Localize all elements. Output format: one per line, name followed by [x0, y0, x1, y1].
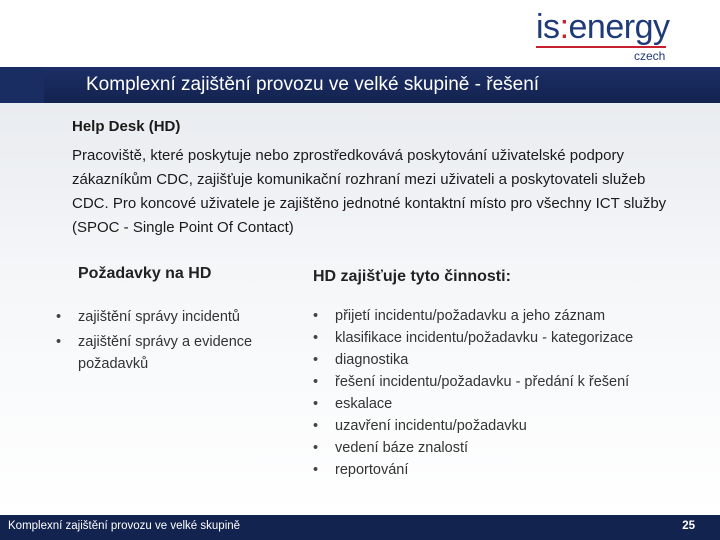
slide-title-bar	[0, 67, 720, 103]
slide-title: Komplexní zajištění provozu ve velké skupině - řešení	[86, 74, 540, 95]
requirements-list	[56, 306, 296, 378]
list-item	[56, 331, 296, 375]
bullet-icon: •	[313, 352, 319, 368]
bullet-icon: •	[313, 440, 319, 456]
helpdesk-description: Pracoviště, které poskytuje nebo zprostředkovává poskytování uživatelské podpory zákazníkům CDC, zajišťuje komunikační rozhraní mezi uživateli a poskytovateli služeb CDC. Pro koncové uživatele je zajištěno jednotné kontaktní místo pro všechny ICT služby (SPOC - Single Point Of Contact)	[72, 147, 667, 236]
list-item-text: reportování	[335, 462, 409, 478]
list-item	[313, 459, 703, 481]
logo-wordmark	[536, 8, 669, 47]
list-item-text: vedení báze znalostí	[335, 440, 469, 456]
logo-colon: :	[559, 8, 569, 46]
list-item	[313, 437, 703, 459]
slide-footer	[0, 515, 720, 540]
logo-part-energy: energy	[568, 8, 670, 46]
logo-underline	[536, 46, 666, 48]
list-item	[56, 306, 296, 328]
list-item	[313, 305, 703, 327]
list-item-text: eskalace	[335, 396, 393, 412]
list-item-text: uzavření incidentu/požadavku	[335, 418, 527, 434]
bullet-icon: •	[313, 308, 319, 324]
list-item-text: přijetí incidentu/požadavku a jeho záznam	[335, 308, 606, 324]
footer-title: Komplexní zajištění provozu ve velké skupině	[8, 520, 241, 532]
requirements-title: Požadavky na HD	[78, 265, 212, 282]
list-item-text: zajištění správy a evidence požadavků	[78, 334, 253, 372]
bullet-icon: •	[313, 374, 319, 390]
list-item	[313, 327, 703, 349]
bullet-icon: •	[56, 309, 62, 325]
activities-list	[313, 305, 703, 481]
list-item-text: zajištění správy incidentů	[78, 309, 240, 325]
bullet-icon: •	[313, 418, 319, 434]
bullet-icon: •	[56, 334, 62, 350]
list-item	[313, 349, 703, 371]
bullet-icon: •	[313, 462, 319, 478]
company-logo	[536, 8, 676, 64]
list-item-text: řešení incidentu/požadavku - předání k řešení	[335, 374, 630, 390]
helpdesk-heading: Help Desk (HD)	[72, 118, 181, 135]
bullet-icon: •	[313, 396, 319, 412]
bullet-icon: •	[313, 330, 319, 346]
list-item-text: diagnostika	[335, 352, 409, 368]
activities-title: HD zajišťuje tyto činnosti:	[313, 268, 511, 285]
list-item	[313, 415, 703, 437]
list-item-text: klasifikace incidentu/požadavku - kategorizace	[335, 330, 634, 346]
list-item	[313, 393, 703, 415]
title-bar-accent	[0, 67, 44, 103]
logo-part-is: is	[536, 8, 560, 46]
logo-subtitle: czech	[634, 49, 666, 63]
list-item	[313, 371, 703, 393]
page-number: 25	[682, 520, 695, 532]
